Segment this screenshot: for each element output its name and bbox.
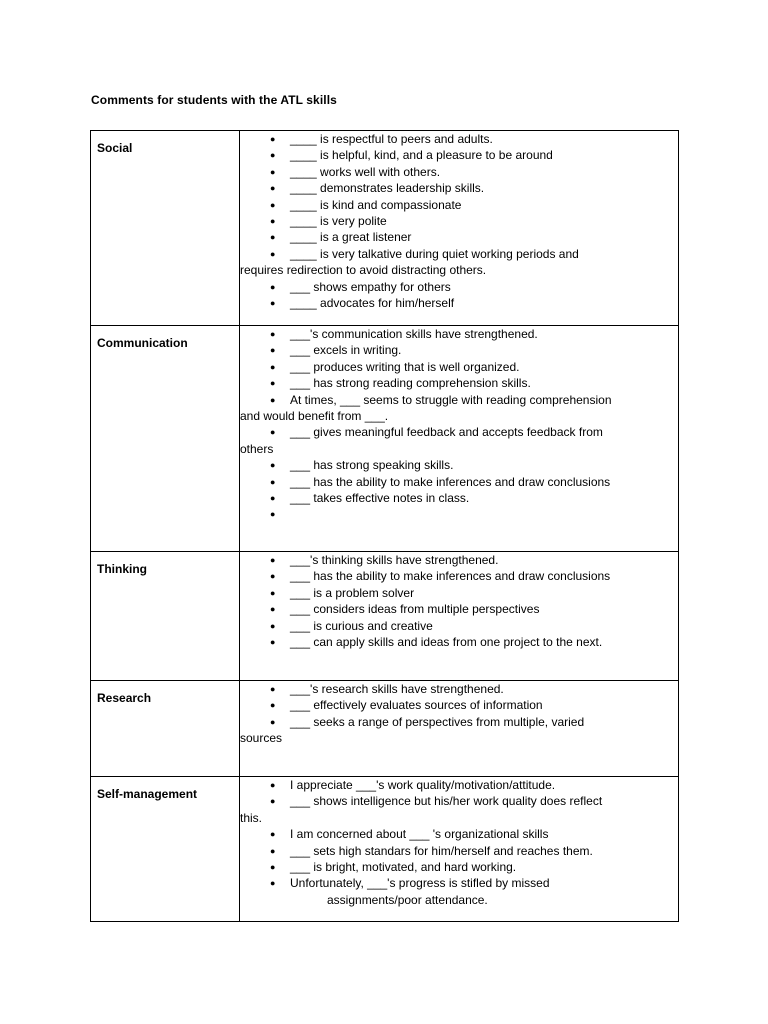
list-item xyxy=(240,714,678,747)
list-item xyxy=(240,180,678,196)
category-cell xyxy=(91,326,240,552)
category-label: Communication xyxy=(97,336,188,350)
comment-text: ___ effectively evaluates sources of information xyxy=(290,698,543,713)
bullet-icon: ● xyxy=(270,460,276,471)
list-item xyxy=(240,777,678,793)
list-item xyxy=(240,552,678,568)
bullet-icon: ● xyxy=(270,166,276,177)
bullet-icon: ● xyxy=(270,829,276,840)
comment-list xyxy=(240,777,678,908)
document-title: Comments for students with the ATL skills xyxy=(91,93,337,107)
bullet-icon: ● xyxy=(270,281,276,292)
bullet-icon: ● xyxy=(270,493,276,504)
list-item xyxy=(240,474,678,490)
list-item xyxy=(240,197,678,213)
comment-text: ___'s communication skills have strengthened. xyxy=(290,327,538,341)
list-item xyxy=(240,279,678,295)
bullet-icon: ● xyxy=(270,361,276,372)
table-row xyxy=(91,777,679,922)
list-item xyxy=(240,826,678,842)
bullet-icon: ● xyxy=(270,604,276,615)
comment-list xyxy=(240,681,678,747)
list-item xyxy=(240,697,678,713)
comment-text: ____ advocates for him/herself xyxy=(290,296,455,311)
comment-text: ____ is kind and compassionate xyxy=(290,197,462,212)
comment-text: I appreciate ___'s work quality/motivation/attitude. xyxy=(290,778,556,792)
bullet-icon: ● xyxy=(270,232,276,243)
comment-text: ____ is respectful to peers and adults. xyxy=(290,132,493,146)
comment-text: ____ is very polite xyxy=(290,214,387,229)
bullet-icon: ● xyxy=(270,248,276,259)
comment-list xyxy=(240,326,678,520)
comment-list xyxy=(240,131,678,311)
comment-text: ___ considers ideas from multiple perspectives xyxy=(290,602,540,617)
bullet-icon: ● xyxy=(270,878,276,889)
comment-text: ____ demonstrates leadership skills. xyxy=(290,181,485,196)
table-row xyxy=(91,131,679,326)
comment-text: requires redirection to avoid distracting others. xyxy=(240,263,487,278)
bullet-icon: ● xyxy=(270,216,276,227)
list-item xyxy=(240,246,678,279)
bullet-icon: ● xyxy=(270,845,276,856)
comment-text: I am concerned about ___ 's organizational skills xyxy=(290,827,549,842)
list-item xyxy=(240,326,678,342)
list-item xyxy=(240,457,678,473)
list-item xyxy=(240,359,678,375)
category-cell xyxy=(91,552,240,681)
bullet-icon: ● xyxy=(270,637,276,648)
bullet-icon: ● xyxy=(270,862,276,873)
list-item xyxy=(240,681,678,697)
list-item xyxy=(240,342,678,358)
comment-text: sources xyxy=(240,731,283,746)
bullet-icon: ● xyxy=(270,716,276,727)
bullet-icon: ● xyxy=(270,796,276,807)
comment-text: assignments/poor attendance. xyxy=(327,892,488,907)
bullet-icon: ● xyxy=(270,134,276,144)
category-label: Self-management xyxy=(97,787,198,801)
comment-text: ___ sets high standars for him/herself and reaches them. xyxy=(290,843,593,858)
bullet-icon: ● xyxy=(270,150,276,161)
atl-comments-table xyxy=(90,130,679,922)
bullet-icon: ● xyxy=(270,571,276,582)
bullet-icon: ● xyxy=(270,555,276,565)
comment-text: ___'s thinking skills have strengthened. xyxy=(290,553,499,567)
bullet-icon: ● xyxy=(270,298,276,309)
comment-text: and would benefit from ___. xyxy=(240,409,389,424)
bullet-icon: ● xyxy=(270,509,276,520)
comment-text: ___ excels in writing. xyxy=(290,343,402,358)
category-cell xyxy=(91,777,240,922)
bullet-icon: ● xyxy=(270,780,276,790)
list-item xyxy=(240,585,678,601)
list-item xyxy=(240,213,678,229)
comment-text: ___ has strong reading comprehension skills. xyxy=(290,376,531,391)
list-item xyxy=(240,875,678,908)
comment-text: ____ works well with others. xyxy=(290,164,441,179)
bullet-icon: ● xyxy=(270,587,276,598)
bullet-icon: ● xyxy=(270,476,276,487)
comment-text: ___ is bright, motivated, and hard working. xyxy=(290,860,517,875)
comments-cell xyxy=(240,552,679,681)
comment-text: ___ seeks a range of perspectives from multiple, varied xyxy=(290,714,585,729)
table-row xyxy=(91,326,679,552)
comment-text: others xyxy=(240,441,274,456)
table-row xyxy=(91,552,679,681)
list-item xyxy=(240,375,678,391)
comment-text: ___ can apply skills and ideas from one project to the next. xyxy=(290,635,603,650)
bullet-icon: ● xyxy=(270,329,276,339)
comment-text: ___ has the ability to make inferences and draw conclusions xyxy=(290,569,611,584)
list-item xyxy=(240,392,678,425)
comments-cell xyxy=(240,681,679,777)
comment-text: ___'s research skills have strengthened. xyxy=(290,682,504,696)
comment-text: ____ is helpful, kind, and a pleasure to be around xyxy=(290,148,553,163)
category-label: Research xyxy=(97,691,152,705)
comment-text: ____ is very talkative during quiet working periods and xyxy=(290,246,579,261)
comment-text: ___ shows empathy for others xyxy=(290,279,451,294)
comment-text: ___ gives meaningful feedback and accepts feedback from xyxy=(290,425,603,440)
list-item xyxy=(240,164,678,180)
list-item xyxy=(240,568,678,584)
bullet-icon: ● xyxy=(270,427,276,438)
comment-text: ___ has strong speaking skills. xyxy=(290,458,454,473)
bullet-icon: ● xyxy=(270,684,276,694)
list-item xyxy=(240,618,678,634)
category-cell xyxy=(91,131,240,326)
list-item xyxy=(240,229,678,245)
comments-cell xyxy=(240,326,679,552)
category-label: Thinking xyxy=(97,562,147,576)
list-item xyxy=(240,424,678,457)
comment-text: ___ shows intelligence but his/her work quality does reflect xyxy=(290,794,603,809)
list-item xyxy=(240,601,678,617)
list-item xyxy=(240,859,678,875)
bullet-icon: ● xyxy=(270,620,276,631)
comment-text: ____ is a great listener xyxy=(290,230,412,245)
comment-text: Unfortunately, ___'s progress is stifled by missed xyxy=(290,876,550,891)
list-item xyxy=(240,131,678,147)
category-cell xyxy=(91,681,240,777)
comment-text: ___ is a problem solver xyxy=(290,585,415,600)
category-label: Social xyxy=(97,141,133,155)
list-item xyxy=(240,843,678,859)
bullet-icon: ● xyxy=(270,345,276,356)
table-row xyxy=(91,681,679,777)
bullet-icon: ● xyxy=(270,378,276,389)
comment-list xyxy=(240,552,678,650)
comment-text: ___ takes effective notes in class. xyxy=(290,491,470,506)
bullet-icon: ● xyxy=(270,700,276,711)
list-item xyxy=(240,634,678,650)
comment-text: ___ is curious and creative xyxy=(290,618,433,633)
bullet-icon: ● xyxy=(270,183,276,194)
comment-text: ___ produces writing that is well organized. xyxy=(290,359,520,374)
comment-text: ___ has the ability to make inferences and draw conclusions xyxy=(290,474,611,489)
bullet-icon: ● xyxy=(270,199,276,210)
list-item xyxy=(240,147,678,163)
list-item xyxy=(240,490,678,506)
comments-cell xyxy=(240,131,679,326)
bullet-icon: ● xyxy=(270,394,276,405)
comments-cell xyxy=(240,777,679,922)
comment-text: this. xyxy=(240,810,263,825)
list-item xyxy=(240,295,678,311)
comment-text: At times, ___ seems to struggle with reading comprehension xyxy=(290,392,612,407)
list-item xyxy=(240,793,678,826)
